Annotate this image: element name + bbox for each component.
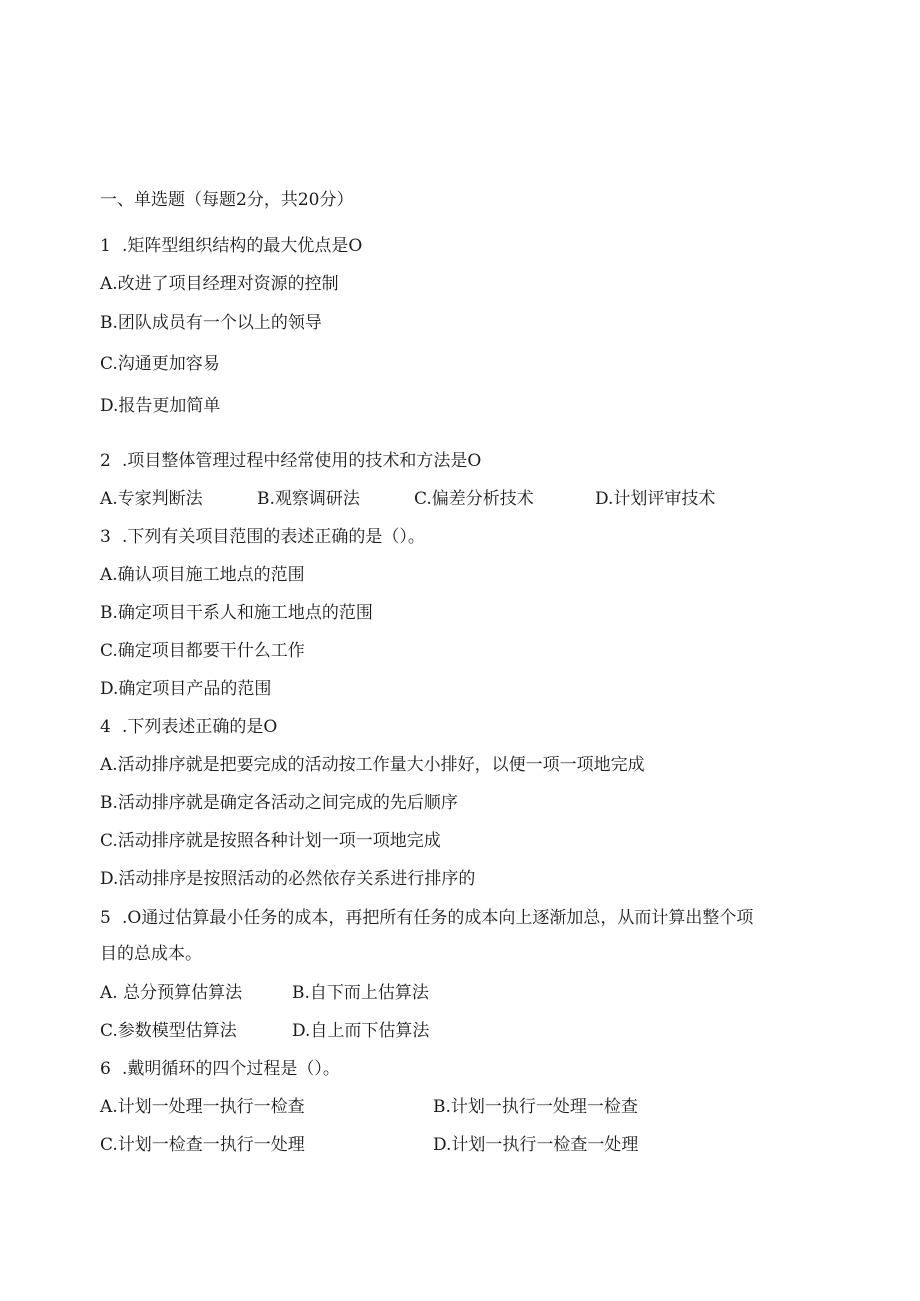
question-text: .项目整体管理过程中经常使用的技术和方法是O	[122, 451, 482, 471]
question-2-option-d: D.计划评审技术	[595, 489, 716, 509]
question-2-option-c: C.偏差分析技术	[414, 489, 534, 509]
question-4-stem	[100, 716, 277, 738]
question-3-option-d: D.确定项目产品的范围	[100, 679, 272, 699]
question-3-option-a: A.确认项目施工地点的范围	[100, 565, 305, 585]
question-text: .O通过估算最小任务的成本，再把所有任务的成本向上逐渐加总，从而计算出整个项	[122, 908, 754, 928]
question-number: 5	[100, 908, 111, 928]
question-text: .下列表述正确的是O	[122, 717, 278, 737]
question-number: 3	[100, 527, 111, 547]
question-5-option-c: C.参数模型估算法	[100, 1021, 237, 1041]
question-2-stem	[100, 450, 481, 472]
question-1-option-b: B.团队成员有一个以上的领导	[100, 313, 322, 333]
question-5-option-b: B.自下而上估算法	[292, 983, 429, 1003]
question-3-stem	[100, 526, 425, 548]
question-5-option-a: A. 总分预算估算法	[100, 983, 243, 1003]
question-4-option-c: C.活动排序就是按照各种计划一项一项地完成	[100, 831, 441, 851]
section-title: 一、单选题（每题2分，共20分）	[100, 190, 354, 210]
question-number: 1	[100, 236, 111, 256]
question-3-option-c: C.确定项目都要干什么工作	[100, 641, 305, 661]
question-6-option-b: B.计划一执行一处理一检查	[433, 1097, 638, 1117]
question-1-option-d: D.报告更加简单	[100, 396, 221, 416]
question-5-stem-continued: 目的总成本。	[100, 944, 202, 964]
question-text: .下列有关项目范围的表述正确的是（）。	[122, 527, 425, 547]
question-4-option-a: A.活动排序就是把要完成的活动按工作量大小排好，以便一项一项地完成	[100, 755, 645, 775]
question-6-stem	[100, 1058, 340, 1080]
question-1-option-a: A.改进了项目经理对资源的控制	[100, 274, 339, 294]
question-3-option-b: B.确定项目干系人和施工地点的范围	[100, 603, 373, 623]
question-1-option-c: C.沟通更加容易	[100, 354, 220, 374]
question-6-option-a: A.计划一处理一执行一检查	[100, 1097, 305, 1117]
question-text: .戴明循环的四个过程是（）。	[122, 1059, 340, 1079]
question-number: 4	[100, 717, 111, 737]
question-6-option-d: D.计划一执行一检查一处理	[433, 1135, 639, 1155]
question-text: .矩阵型组织结构的最大优点是O	[122, 236, 363, 256]
question-6-option-c: C.计划一检查一执行一处理	[100, 1135, 305, 1155]
question-1-stem	[100, 235, 362, 257]
question-2-option-a: A.专家判断法	[100, 489, 203, 509]
question-5-option-d: D.自上而下估算法	[292, 1021, 430, 1041]
question-4-option-b: B.活动排序就是确定各活动之间完成的先后顺序	[100, 793, 458, 813]
question-2-option-b: B.观察调研法	[257, 489, 360, 509]
question-5-stem	[100, 907, 753, 929]
question-number: 2	[100, 451, 111, 471]
question-4-option-d: D.活动排序是按照活动的必然依存关系进行排序的	[100, 869, 476, 889]
question-number: 6	[100, 1059, 111, 1079]
